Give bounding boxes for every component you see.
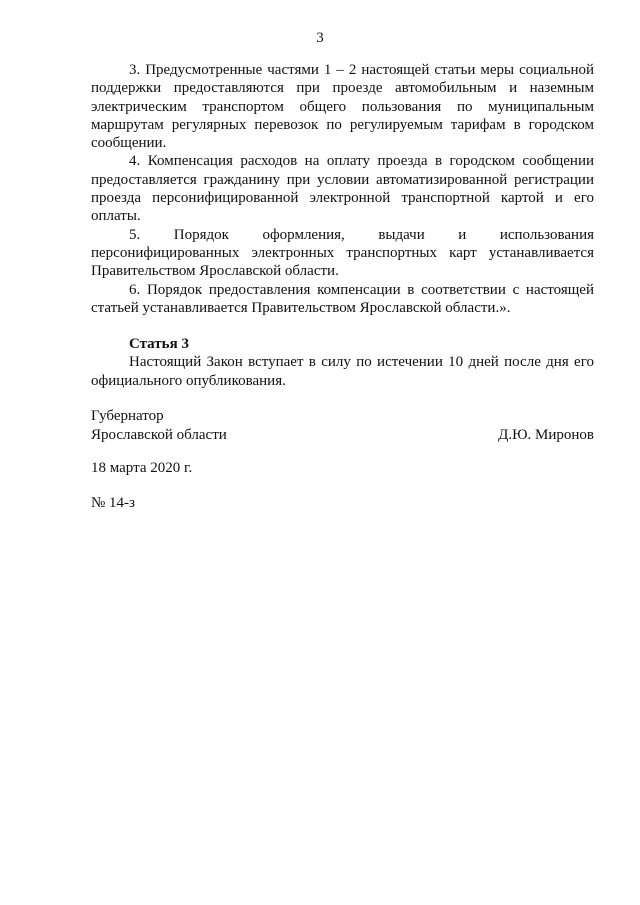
document-date: 18 марта 2020 г. [91,460,193,476]
document-body [91,61,594,390]
paragraph-6: 6. Порядок предоставления компенсации в соответствии с настоящей статьей устанавливается Правительством Ярославской области.». [91,281,594,316]
article-text: Настоящий Закон вступает в силу по истечении 10 дней после дня его официального опубликования. [91,354,594,389]
signature-block [91,407,594,444]
paragraph-4: 4. Компенсация расходов на оплату проезда в городском сообщении предоставляется гражданину при условии автоматизированной регистрации проезда персонифицированной электронной транспортной картой и его оплаты. [91,153,594,225]
signatory-name: Д.Ю. Миронов [498,426,594,443]
article-heading: Статья 3 [129,336,189,353]
paragraph-5: 5. Порядок оформления, выдачи и использования персонифицированных электронных транспортных карт устанавливается Правительством Ярославской области. [91,226,594,280]
signatory-title-line2: Ярославской области [91,426,227,443]
page-number: 3 [316,30,324,46]
paragraph-3: 3. Предусмотренные частями 1 – 2 настоящей статьи меры социальной поддержки предоставляются при проезде автомобильным и наземным электрическим транспортом общего пользования по муниципальным маршрутам регулярных перевозок по регулируемым тарифам в городском сообщении. [91,62,594,152]
document-number: № 14-з [91,495,135,511]
signatory-title-line1: Губернатор [91,408,164,424]
signature-row [91,426,594,445]
